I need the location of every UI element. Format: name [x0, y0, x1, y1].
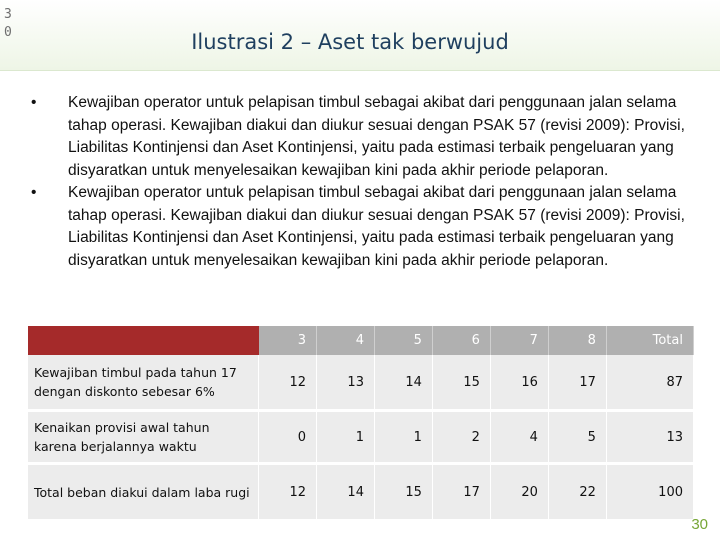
bullet-item	[30, 92, 690, 182]
table-cell: 0	[259, 411, 317, 464]
table-cell: 12	[259, 464, 317, 521]
table-header-row	[28, 326, 694, 355]
bullet-dot: •	[31, 184, 37, 201]
table-cell: 15	[432, 355, 490, 411]
column-header: 4	[316, 326, 374, 355]
column-header: 5	[374, 326, 432, 355]
table-cell: 14	[374, 355, 432, 411]
slide-title: Ilustrasi 2 – Aset tak berwujud	[191, 30, 509, 54]
table-cell: 17	[432, 464, 490, 521]
table-row	[28, 464, 694, 521]
table-cell: 1	[374, 411, 432, 464]
row-label: Kewajiban timbul pada tahun 17 dengan diskonto sebesar 6%	[28, 355, 259, 411]
bullet-dot: •	[31, 94, 37, 111]
table-cell: 22	[548, 464, 606, 521]
corner-digit: 0	[4, 25, 12, 40]
table-cell: 100	[606, 464, 693, 521]
column-header: 3	[259, 326, 317, 355]
table-cell: 2	[432, 411, 490, 464]
table-cell: 13	[316, 355, 374, 411]
header-label-cell	[28, 326, 259, 355]
table-cell: 4	[490, 411, 548, 464]
table-cell: 5	[548, 411, 606, 464]
table-cell: 14	[316, 464, 374, 521]
corner-digit: 3	[4, 7, 12, 22]
bullet-list	[30, 92, 690, 272]
bullet-text: Kewajiban operator untuk pelapisan timbul sebagai akibat dari penggunaan jalan selama tahap operasi. Kewajiban diakui dan diukur sesuai dengan PSAK 57 (revisi 2009): Provisi, Liabilitas Kontinjensi dan Aset Kontinjensi, yaitu pada estimasi terbaik pengeluaran yang disyaratkan untuk menyelesaikan kewajiban kini pada akhir periode pelaporan.	[68, 184, 685, 269]
column-header: 6	[432, 326, 490, 355]
table-cell: 17	[548, 355, 606, 411]
table-cell: 13	[606, 411, 693, 464]
column-header: 7	[490, 326, 548, 355]
row-label: Kenaikan provisi awal tahun karena berjalannya waktu	[28, 411, 259, 464]
table-cell: 16	[490, 355, 548, 411]
provision-table	[28, 326, 694, 522]
table-cell: 1	[316, 411, 374, 464]
table-cell: 12	[259, 355, 317, 411]
column-header: Total	[606, 326, 693, 355]
page-number: 30	[691, 516, 708, 533]
bullet-item	[30, 182, 690, 272]
bullet-text: Kewajiban operator untuk pelapisan timbul sebagai akibat dari penggunaan jalan selama tahap operasi. Kewajiban diakui dan diukur sesuai dengan PSAK 57 (revisi 2009): Provisi, Liabilitas Kontinjensi dan Aset Kontinjensi, yaitu pada estimasi terbaik pengeluaran yang disyaratkan untuk menyelesaikan kewajiban kini pada akhir periode pelaporan.	[68, 94, 685, 179]
column-header: 8	[548, 326, 606, 355]
table-cell: 87	[606, 355, 693, 411]
table-cell: 15	[374, 464, 432, 521]
table-row	[28, 355, 694, 411]
table-cell: 20	[490, 464, 548, 521]
table-row	[28, 411, 694, 464]
row-label: Total beban diakui dalam laba rugi	[28, 464, 259, 521]
